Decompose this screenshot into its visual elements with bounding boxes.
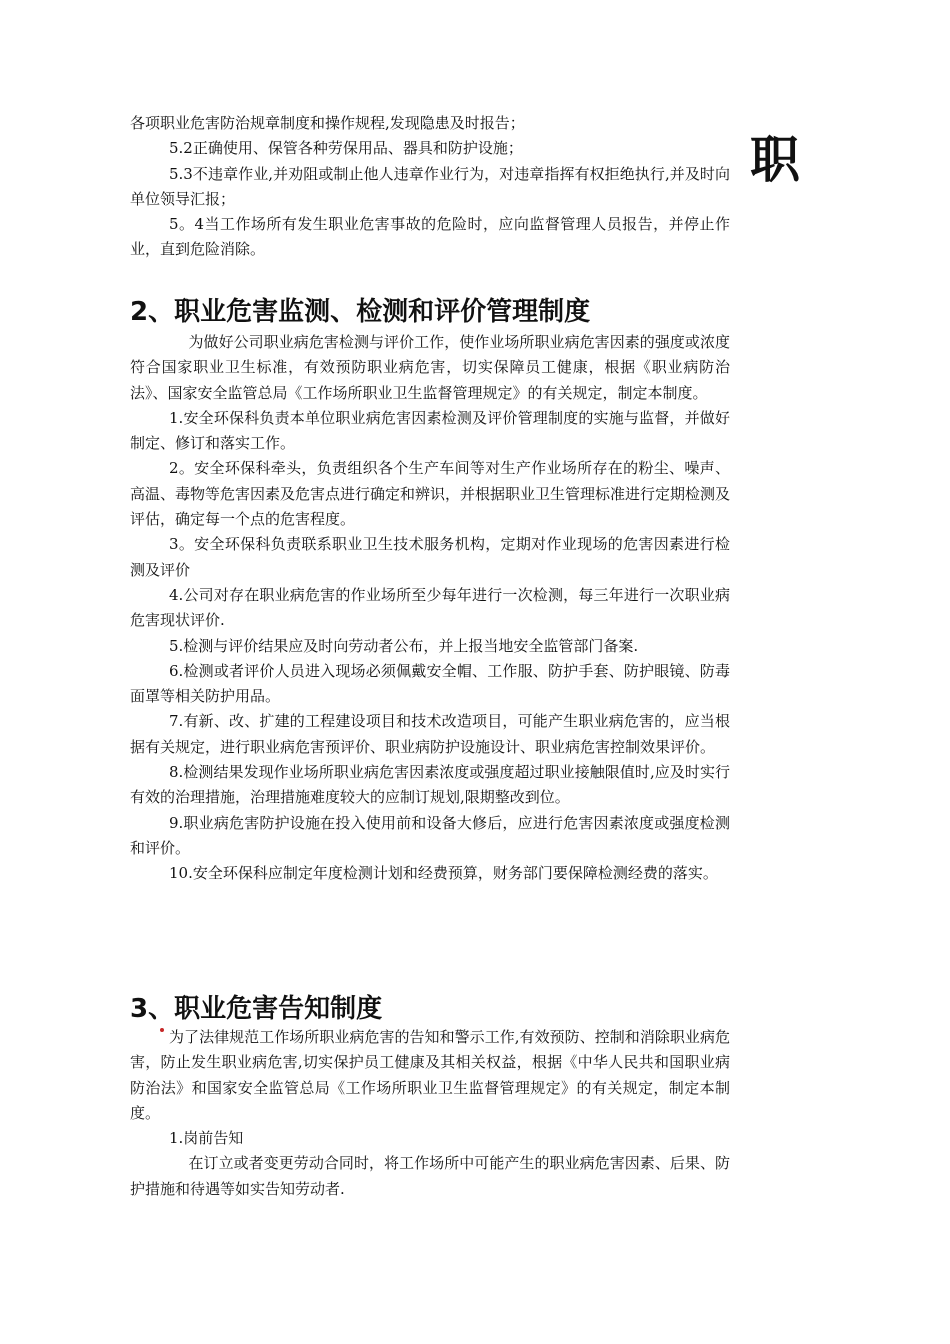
section2-title: 2、职业危害监测、检测和评价管理制度: [130, 297, 591, 327]
section2-item-2: 2。安全环保科牵头，负责组织各个生产车间等对生产作业场所存在的粉尘、噪声、高温、毒物等危害因素及危害点进行确定和辨识，并根据职业卫生管理标准进行定期检测及评估，确定每一个点的危害程度。: [130, 459, 731, 529]
section3-sub-text: 在订立或者变更劳动合同时，将工作场所中可能产生的职业病危害因素、后果、防护措施和待遇等如实告知劳动者.: [130, 1154, 730, 1198]
block1-item-5-2: 5.2正确使用、保管各种劳保用品、器具和防护设施；: [169, 139, 523, 158]
section2-intro: 为做好公司职业病危害检测与评价工作，使作业场所职业病危害因素的强度或浓度符合国家职业卫生标准，有效预防职业病危害，切实保障员工健康，根据《职业病防治法》、国家安全监管总局《工作场所职业卫生监督管理规定》的有关规定，制定本制度。: [130, 333, 730, 402]
section2-item-7: 7.有新、改、扩建的工程建设项目和技术改造项目，可能产生职业病危害的，应当根据有关规定，进行职业病危害预评价、职业病防护设施设计、职业病危害控制效果评价。: [130, 712, 730, 756]
block1: [130, 111, 730, 263]
block1-item-5-3: 5.3不违章作业,并劝阻或制止他人违章作业行为，对违章指挥有权拒绝执行,并及时向单位领导汇报；: [130, 164, 730, 208]
section3-intro: 为了法律规范工作场所职业病危害的告知和警示工作,有效预防、控制和消除职业病危害，防止发生职业病危害,切实保护员工健康及其相关权益，根据《中华人民共和国职业病防治法》和国家安全监管总局《工作场所职业卫生监督管理规定》的有关规定，制定本制度。: [130, 1028, 730, 1122]
section3-sub-title: 1.岗前告知: [169, 1129, 244, 1148]
section2-item-4: 4.公司对存在职业病危害的作业场所至少每年进行一次检测，每三年进行一次职业病危害现状评价.: [130, 585, 730, 630]
section2-item-1: 1.安全环保科负责本单位职业病危害因素检测及评价管理制度的实施与监督，并做好制定、修订和落实工作。: [130, 408, 730, 453]
block1-line-continuation: 各项职业危害防治规章制度和操作规程,发现隐患及时报告；: [130, 114, 525, 132]
section2-body: [130, 330, 730, 887]
side-heading-char: 职: [750, 131, 800, 189]
section2-item-3: 3。安全环保科负责联系职业卫生技术服务机构，定期对作业现场的危害因素进行检测及评价: [130, 535, 730, 579]
section2-item-5: 5.检测与评价结果应及时向劳动者公布，并上报当地安全监管部门备案.: [169, 636, 639, 655]
block1-item-5-4: 5。4当工作场所有发生职业危害事故的危险时，应向监督管理人员报告，并停止作业，直到危险消除。: [130, 215, 730, 259]
section2-item-9: 9.职业病危害防护设施在投入使用前和设备大修后，应进行危害因素浓度或强度检测和评价。: [130, 813, 730, 857]
section2-item-8: 8.检测结果发现作业场所职业病危害因素浓度或强度超过职业接触限值时,应及时实行有效的治理措施，治理措施难度较大的应制订规划,限期整改到位。: [130, 763, 730, 807]
section2-item-10: 10.安全环保科应制定年度检测计划和经费预算，财务部门要保障检测经费的落实。: [169, 864, 718, 883]
section3-body: [130, 1025, 730, 1202]
section3-title: 3、职业危害告知制度: [130, 994, 383, 1024]
section2-item-6: 6.检测或者评价人员进入现场必须佩戴安全帽、工作服、防护手套、防护眼镜、防毒面罩等相关防护用品。: [130, 661, 730, 706]
